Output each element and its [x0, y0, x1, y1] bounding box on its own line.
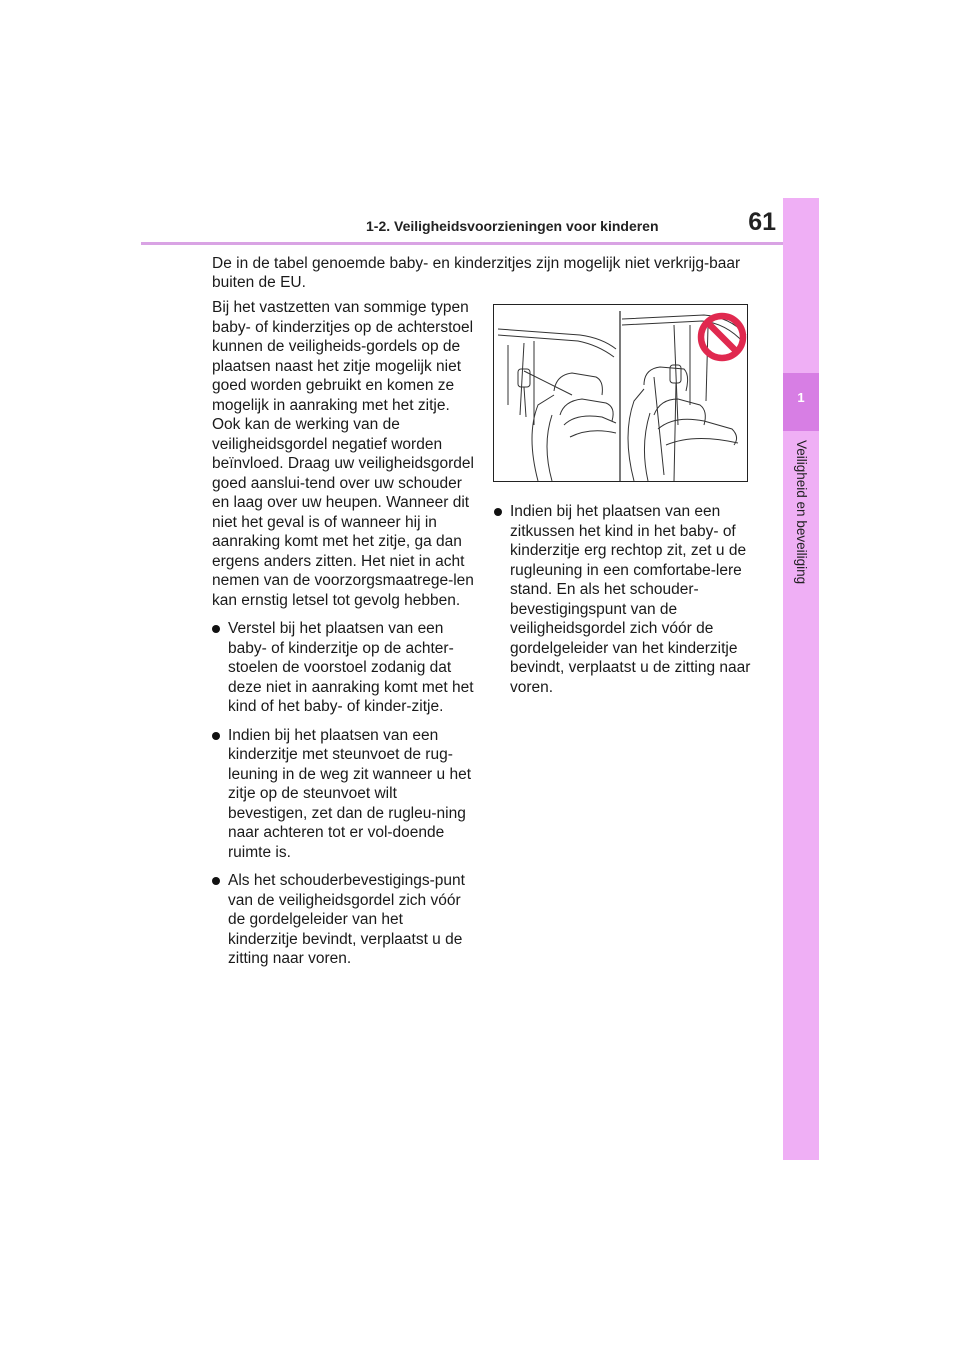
bullet-icon [494, 508, 502, 516]
section-title: 1-2. Veiligheidsvoorzieningen voor kinderen [366, 218, 659, 234]
chapter-title: Veiligheid en beveiliging [794, 440, 809, 585]
chapter-number: 1 [797, 390, 805, 405]
page-number: 61 [748, 208, 776, 236]
list-item [212, 871, 474, 969]
illustration-svg [494, 305, 747, 481]
bullet-text: Verstel bij het plaatsen van een baby- of kinderzitje op de achter-stoelen de voorstoel zodanig dat deze niet in aanraking komt met het kind of het baby- of kinder-zitje. [228, 620, 474, 715]
warning-paragraph: Bij het vastzetten van sommige typen baby- of kinderzitjes op de achterstoel kunnen de veiligheids-gordels op de plaatsen naast het zitje mogelijk niet goed worden gebruikt en komen ze mogelijk in aanraking met het zitje. Ook kan de werking van de veiligheidsgordel negatief worden beïnvloed. Draag uw veiligheidsgordel goed aanslui-tend over uw schouder en laag over uw heupen. Wanneer dit niet het geval is of wanneer hij in aanraking komt met het zitje, ga dan ergens anders zitten. Het niet in acht nemen van de voorzorgsmaatrege-len kan ernstig letsel tot gevolg hebben. [212, 299, 474, 609]
list-item [212, 726, 474, 863]
bullet-text: Indien bij het plaatsen van een kinderzitje met steunvoet de rug-leuning in de weg zit wanneer u het zitje op de steunvoet wilt bevestigen, zet dan de rugleu-ning naar achteren tot er vol-doende ruimte is. [228, 726, 471, 861]
list-item [212, 619, 474, 717]
bullet-icon [212, 877, 220, 885]
left-car-interior [498, 329, 616, 481]
right-column [494, 502, 756, 706]
bullet-icon [212, 625, 220, 633]
bullet-icon [212, 732, 220, 740]
chapter-side-tab [783, 198, 819, 1160]
bullet-text: Als het schouderbevestigings-punt van de veiligheidsgordel zich vóór de gordelgeleider van het kinderzitje bevindt, verplaatst u de zitting naar voren. [228, 872, 465, 967]
list-item [494, 502, 756, 697]
child-seat-illustration [493, 304, 748, 482]
left-column [212, 298, 474, 978]
bullet-text: Indien bij het plaatsen van een zitkussen het kind in het baby- of kinderzitje erg rechtop zit, zet u de rugleuning in een comfortabe-lere stand. En als het schouder-bevestigingspunt van de veiligheidsgordel zich vóór de gordelgeleider van het kinderzitje bevindt, verplaatst u de zitting naar voren. [510, 503, 751, 696]
header-divider [141, 242, 783, 245]
intro-paragraph: De in de tabel genoemde baby- en kinderzitjes zijn mogelijk niet verkrijg-baar buiten de EU. [212, 255, 741, 291]
